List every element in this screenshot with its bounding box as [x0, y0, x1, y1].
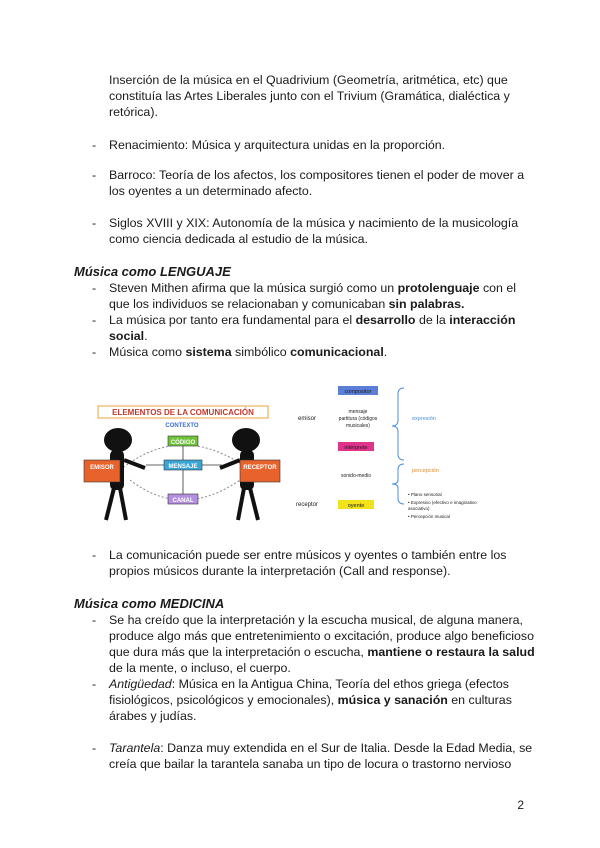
text: simbólico [231, 345, 291, 359]
bullet-dash: - [92, 216, 97, 230]
perception-label: percepción [412, 468, 439, 474]
text: en culturas [447, 693, 512, 707]
bold-term: interacción [449, 313, 516, 327]
code-label: CÓDIGO [170, 440, 196, 446]
message-label: mensaje [348, 409, 368, 415]
bullet-text-barroco: Barroco: Teoría de los afectos, los compositores tienen el poder de mover a [109, 168, 525, 182]
bullet-text-barroco: los oyentes a un determinado afecto. [109, 184, 313, 198]
bold-term: social [109, 329, 145, 343]
section-heading-lenguaje [74, 264, 231, 280]
bold-term: mantiene o restaura la salud [367, 645, 535, 659]
heading-prefix: Música como [74, 264, 160, 279]
text: que los individuos se relacionaban y comunicaban [109, 297, 389, 311]
bold-term: música y sanación [337, 693, 448, 707]
bullet-text-renacimiento: Renacimiento: Música y arquitectura unidas en la proporción. [109, 138, 446, 152]
medicina-bullet-3 [109, 740, 532, 756]
bullet-dash: - [92, 677, 97, 691]
bold-term: desarrollo [355, 313, 416, 327]
note-sensory: • Plano sensorial [408, 492, 442, 497]
score-label: partitura (códigos [338, 416, 378, 422]
bullet-dash: - [92, 548, 97, 562]
communication-diagram [80, 400, 290, 524]
bullet-dash: - [92, 613, 97, 627]
medicina-bullet-1: de la mente, o incluso, el cuerpo. [109, 661, 291, 675]
channel-label: CANAL [172, 498, 194, 504]
bold-term: sistema [185, 345, 232, 359]
sender-label: EMISOR [90, 465, 114, 471]
lenguaje-bullet-2 [109, 312, 515, 328]
bold-term: sin palabras. [388, 297, 465, 311]
bullet-text-siglos: Siglos XVIII y XIX: Autonomía de la música y nacimiento de la musicología [109, 216, 519, 230]
music-scheme-diagram [286, 380, 526, 530]
comunicacion-bullet: La comunicación puede ser entre músicos y oyentes o también entre los [109, 548, 507, 562]
message-label: MENSAJE [168, 464, 198, 470]
bullet-text-siglos: como ciencia dedicada al estudio de la música. [109, 232, 368, 246]
text: : Música en la Antigua China, Teoría del ethos griega (efectos [171, 677, 509, 691]
paragraph-line: Inserción de la música en el Quadrivium (Geometría, aritmética, etc) que [109, 73, 508, 87]
sound-medium-label: sonido-medio [340, 473, 372, 479]
medicina-bullet-2 [109, 692, 512, 708]
note-expressive: asociativo) [408, 506, 430, 511]
bold-term: comunicacional [290, 345, 384, 359]
text: La música por tanto era fundamental para el [109, 313, 356, 327]
bullet-dash: - [92, 138, 97, 152]
medicina-bullet-1: produce algo más que entretenimiento o excitación, produce algo beneficioso [109, 629, 534, 643]
text: Steven Mithen afirma que la música surgió como un [109, 281, 398, 295]
communication-elements-figure [80, 400, 290, 524]
performer-label: intérprete [344, 445, 368, 451]
context-label: CONTEXTO [165, 423, 199, 429]
music-communication-scheme [286, 380, 526, 530]
expression-label: expresión [412, 416, 436, 422]
heading-keyword: LENGUAJE [159, 264, 231, 279]
italic-term: Antigüedad [109, 677, 172, 691]
comunicacion-bullet: propios músicos durante la interpretación (Call and response). [109, 564, 451, 578]
text: con el [479, 281, 517, 295]
receiver-label: RECEPTOR [243, 465, 277, 471]
heading-prefix: Música como [74, 596, 160, 611]
composer-label: compositor [344, 389, 372, 395]
lenguaje-bullet-1 [109, 296, 464, 312]
text: que dura más que la interpretación o escucha, [109, 645, 368, 659]
medicina-bullet-2 [109, 676, 509, 692]
note-expressive: • Expresivo (efectivo e imaginativo [408, 500, 477, 505]
text: . [144, 329, 148, 343]
medicina-bullet-1: Se ha creído que la interpretación y la escucha musical, de alguna manera, [109, 613, 523, 627]
section-heading-medicina [74, 596, 224, 612]
lenguaje-bullet-1 [109, 280, 516, 296]
receiver-label: receptor [296, 502, 319, 508]
lenguaje-bullet-3 [109, 344, 387, 360]
text: . [383, 345, 388, 359]
italic-term: Tarantela [109, 741, 161, 755]
score-label: musicales) [346, 423, 370, 429]
medicina-bullet-2: árabes y judías. [109, 709, 197, 723]
note-perception: • Percepción musical [408, 514, 450, 519]
medicina-bullet-1 [109, 644, 535, 660]
sender-label: emisor [298, 416, 317, 422]
text: Música como [109, 345, 186, 359]
bullet-dash: - [92, 168, 97, 182]
paragraph-line: constituía las Artes Liberales junto con el Trivium (Gramática, dialéctica y [109, 89, 510, 103]
medicina-bullet-3: creía que bailar la tarantela sanaba un tipo de locura o trastorno nervioso [109, 757, 512, 771]
heading-keyword: MEDICINA [159, 596, 225, 611]
bold-term: protolenguaje [397, 281, 480, 295]
bullet-dash: - [92, 313, 97, 327]
paragraph-line: retórica). [109, 105, 158, 119]
figure-title: ELEMENTOS DE LA COMUNICACIÓN [112, 408, 254, 417]
text: fisiológicos, psicológicos y emocionales), [109, 693, 338, 707]
text: de la [415, 313, 450, 327]
bullet-dash: - [92, 345, 97, 359]
page-number: 2 [517, 798, 524, 812]
listener-label: oyente [347, 503, 365, 509]
text: : Danza muy extendida en el Sur de Italia. Desde la Edad Media, se [160, 741, 533, 755]
bullet-dash: - [92, 741, 97, 755]
lenguaje-bullet-2 [109, 328, 148, 344]
bullet-dash: - [92, 281, 97, 295]
